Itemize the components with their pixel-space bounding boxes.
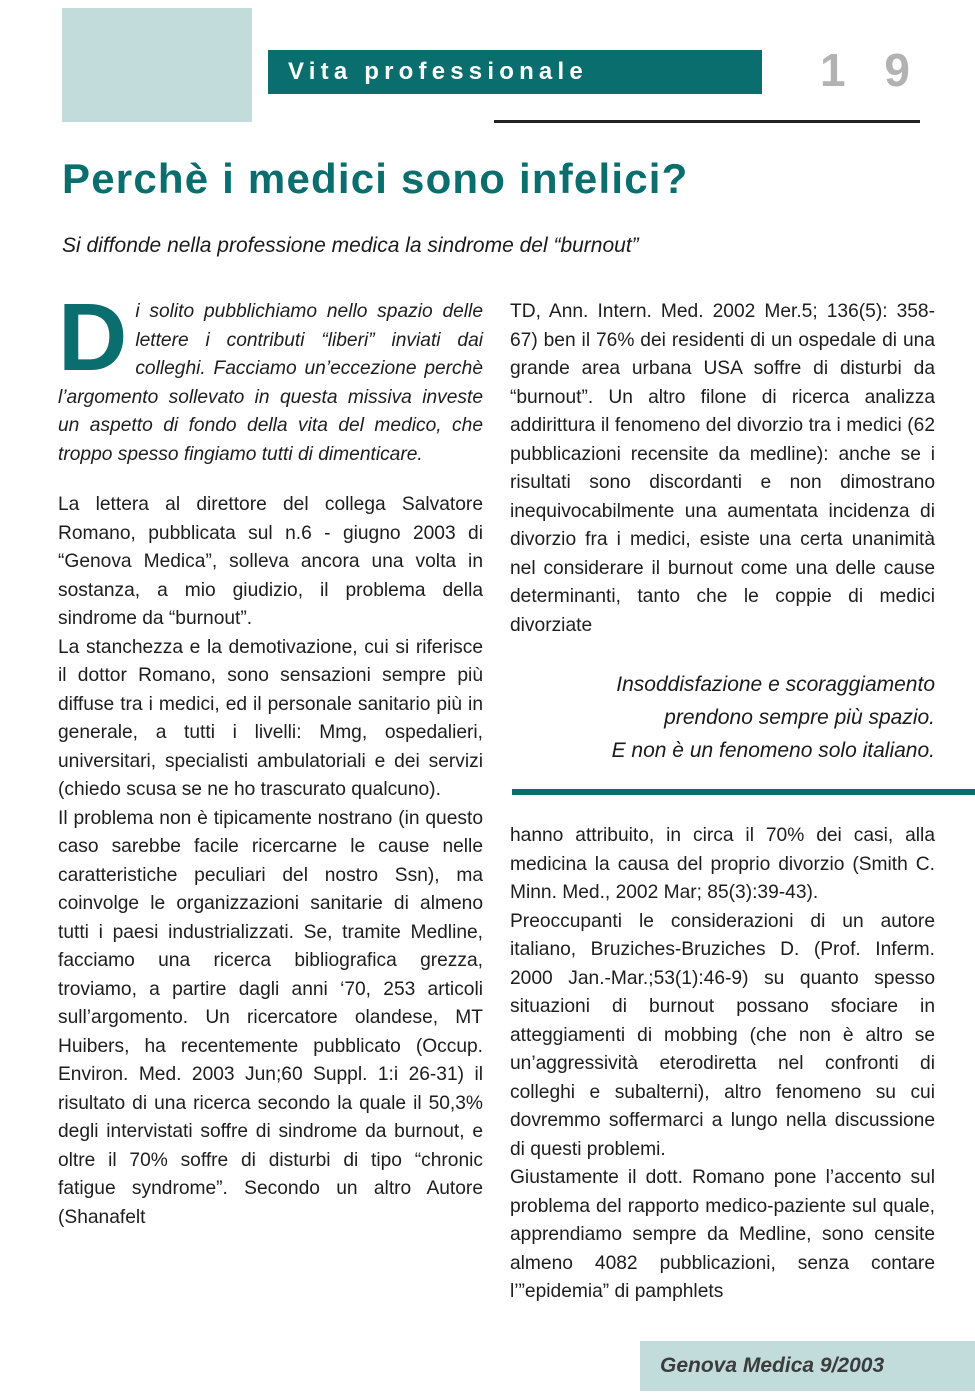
page-title: Perchè i medici sono infelici? <box>62 155 689 202</box>
right-paragraph-3: Preoccupanti le considerazioni di un autore italiano, Bruziches-Bruziches D. (Prof. Inferm. 2000 Jan.-Mar.;53(1):46-9) su quanto spesso situazioni di burnout possano sfociare in atteggiamenti di mobbing (che non è altro se un’aggressività eterodiretta nel confronti di colleghi e subalterni), altro fenomeno su cui dovremmo soffermarci a lungo nella discussione di questi problemi. <box>510 910 935 1160</box>
left-paragraph-2: La stanchezza e la demotivazione, cui si riferisce il dottor Romano, sono sensazioni sempre più diffuse tra i medici, ed il personale sanitario più in generale, a tutti i livelli: Mmg, ospedalieri, universitari, specialisti ambulatoriali e dei servizi (chiedo scusa se ne ho trascurato qualcuno). <box>58 636 483 800</box>
section-label: Vita professionale <box>288 58 588 85</box>
footer-publication-label: Genova Medica 9/2003 <box>660 1354 885 1377</box>
right-text-column-lower <box>510 822 935 1307</box>
right-paragraph-1: TD, Ann. Intern. Med. 2002 Mer.5; 136(5): 358-67) ben il 76% dei residenti di un ospedale di una grande area urbana USA soffre di disturbi da “burnout”. Un altro filone di ricerca analizza addirittura il fenomeno del divorzio tra i medici (62 pubblicazioni recensite da medline): anche se i risultati sono discordanti e non dimostrano inequivocabilmente una aumentata incidenza di divorzio fra i medici, esiste una certa unanimità nel considerare il burnout come una delle cause determinanti, tanto che le coppie di medici divorziate <box>510 301 935 636</box>
pull-quote-line-2: prendono sempre più spazio. <box>664 706 935 729</box>
lead-paragraph <box>58 284 483 469</box>
page-number: 1 9 <box>820 44 923 96</box>
pull-quote-rule <box>512 789 975 795</box>
pull-quote-line-3: E non è un fenomeno solo italiano. <box>611 739 935 762</box>
right-paragraph-2: hanno attribuito, in circa il 70% dei casi, alla medicina la causa del proprio divorzio (Smith C. Minn. Med., 2002 Mar; 85(3):39-43). <box>510 825 935 903</box>
left-text-column <box>58 284 483 1232</box>
right-text-column-upper <box>510 298 935 640</box>
left-paragraph-3: Il problema non è tipicamente nostrano (in questo caso sarebbe facile ricercarne le cause nelle caratteristiche peculiari del nostro Ssn), ma coinvolge le organizzazioni sanitarie di almeno tutti i paesi industrializzati. Se, tramite Medline, facciamo una ricerca bibliografica grezza, troviamo, a partire dagli anni ‘70, 253 articoli sull’argomento. Un ricercatore olandese, MT Huibers, ha recentemente pubblicato (Occup. Environ. Med. 2003 Jun;60 Suppl. 1:i 26-31) il risultato di una ricerca secondo la quale il 50,3% degli intervistati soffre di sindrome da burnout, e oltre il 70% soffre di disturbi di tipo “chronic fatigue syndrome”. Secondo un altro Autore (Shanafelt <box>58 807 483 1228</box>
drop-cap: D <box>58 284 128 391</box>
header-light-band <box>62 8 252 122</box>
pull-quote-line-1: Insoddisfazione e scoraggiamento <box>616 673 935 696</box>
pull-quote <box>510 668 935 767</box>
left-paragraph-1: La lettera al direttore del collega Salvatore Romano, pubblicata sul n.6 - giugno 2003 di “Genova Medica”, solleva ancora una volta in sostanza, a mio giudizio, il problema della sindrome da “burnout”. <box>58 494 483 629</box>
lead-paragraph-text: i solito pubblichiamo nello spazio delle lettere i contributi “liberi” inviati dai colleghi. Facciamo un’eccezione perchè l’argomento sollevato in questa missiva investe un aspetto di fondo della vita del medico, che troppo spesso fingiamo tutti di dimenticare. <box>58 301 483 465</box>
right-paragraph-4: Giustamente il dott. Romano pone l’accento sul problema del rapporto medico-paziente sul quale, apprendiamo sempre da Medline, sono censite almeno 4082 pubblicazioni, senza contare l’”epidemia” di pamphlets <box>510 1167 935 1302</box>
header-divider-rule <box>494 120 920 123</box>
page-subtitle: Si diffonde nella professione medica la sindrome del “burnout” <box>62 234 639 257</box>
page-header <box>0 0 975 140</box>
